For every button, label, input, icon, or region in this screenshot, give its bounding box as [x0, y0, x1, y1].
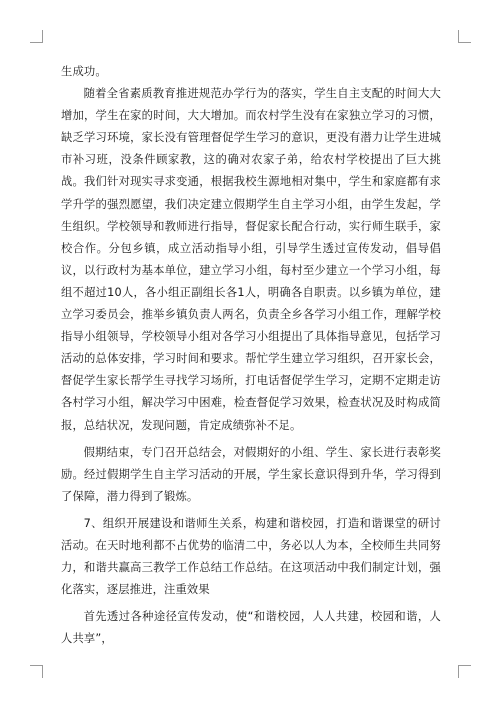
crop-mark-bottom-left [30, 665, 43, 678]
paragraph: 随着全省素质教育推进规范办学行为的落实，学生自主支配的时间大大增加，学生在家的时间，大大增加。而农村学生没有在家独立学习的习惯，缺乏学习环境，家长没有管理督促学生学习的意识，更没有潜力让学生进城市补习班，没条件顾家教，这的确对农家子弟，给农村学校提出了巨大挑战。我们针对现实寻求变通，根据我校生源地相对集中，学生和家庭都有求学升学的强烈愿望，我们决定建立假期学生自主学习小组，由学生发起，学生组织。学校领导和教师进行指导，督促家长配合行动，实行师生联手，家校合作。分包乡镇，成立活动指导小组，引导学生透过宣传发动，倡导倡议，以行政村为基本单位，建立学习小组，每村至少建立一个学习小组，每组不超过10人，各小组正副组长各1人，明确各自职责。以乡镇为单位，建立学习委员会，推举乡镇负责人两名，负责全乡各学习小组工作，理解学校指导小组领导，学校领导小组对各学习小组提出了具体指导意见，包括学习活动的总体安排，学习时间和要求。帮忙学生建立学习组织，召开家长会，督促学生家长帮学生寻找学习场所，打电话督促学生学习，定期不定期走访各村学习小组，解决学习中困难，检查督促学习效果，检查状况及时构成简报，总结状况，发现问题，肯定成绩弥补不足。 [61, 87, 441, 432]
crop-mark-bottom-right [458, 665, 471, 678]
document-body [61, 61, 441, 650]
crop-mark-top-right [458, 30, 471, 43]
paragraph: 生成功。 [61, 65, 107, 78]
crop-mark-top-left [30, 30, 43, 43]
paragraph: 首先透过各种途径宣传发动，使“和谐校园，人人共建，校园和谐，人人共享”， [61, 610, 441, 646]
paragraph: 假期结束，专门召开总结会，对假期好的小组、学生、家长进行表彰奖励。经过假期学生自主学习活动的开展，学生家长意识得到升华，学习得到了保障，潜力得到了锻炼。 [61, 445, 441, 503]
paragraph: 7、组织开展建设和谐师生关系，构建和谐校园，打造和谐课堂的研讨活动。在天时地利都不占优势的临清二中，务必以人为本，全校师生共同努力，和谐共赢高三教学工作总结工作总结。在这项活动中我们制定计划，强化落实，逐层推进，注重效果 [61, 516, 441, 597]
